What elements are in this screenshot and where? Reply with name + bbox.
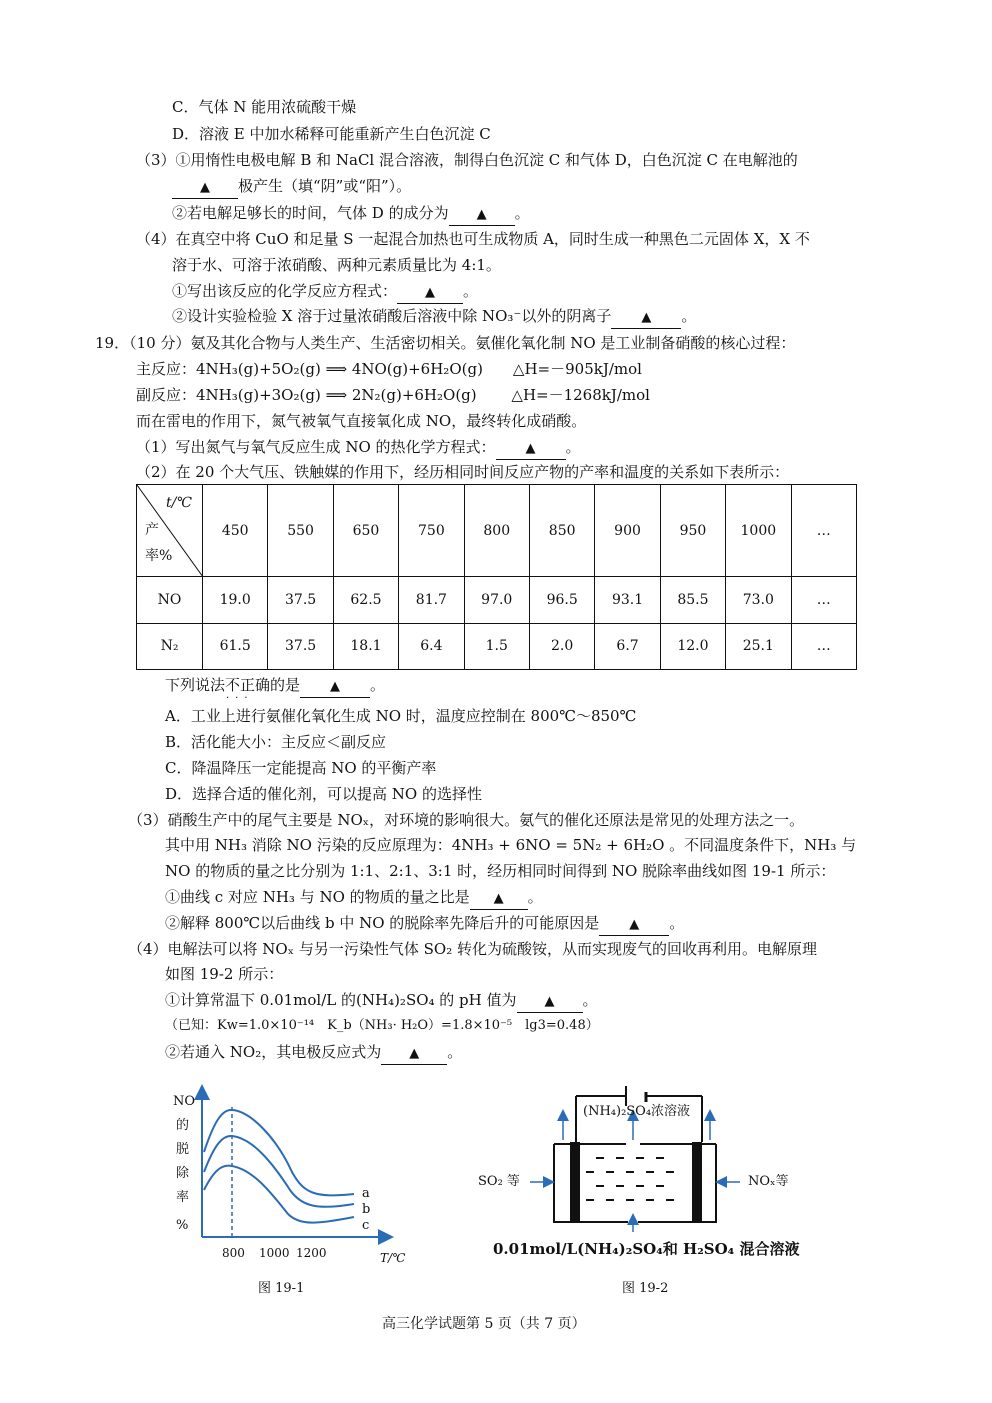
corner-temp-label: t/℃ (165, 495, 192, 511)
q19-main-reaction: 主反应：4NH₃(g)+5O₂(g) ⟹ 4NO(g)+6H₂O(g) △H=－905kJ/mol (136, 360, 642, 378)
curve-label-c: c (362, 1218, 370, 1233)
corner-yield-label-1: 产 (145, 522, 159, 538)
fig1-ylabel-5: 率 (176, 1190, 190, 1205)
yield-temperature-table (136, 484, 857, 670)
table-cell: 2.0 (529, 623, 594, 670)
answer-blank: ▲ (470, 889, 528, 910)
electrode-right (692, 1142, 702, 1222)
q19-part1: （1）写出氮气与氧气反应生成 NO 的热化学方程式： ▲ 。 (136, 437, 581, 460)
q18-part4-line1: （4）在真空中将 CuO 和足量 S 一起混合加热也可生成物质 A，同时生成一种黑色二元固体 X，X 不 (136, 230, 810, 248)
q19-part3-line1: （3）硝酸生产中的尾气主要是 NOₓ，对环境的影响很大。氨气的催化还原法是常见的处理方法之一。 (128, 811, 805, 829)
table-cell: 18.1 (333, 623, 398, 670)
q19-part4-line1: （4）电解法可以将 NOₓ 与另一污染性气体 SO₂ 转化为硫酸铵，从而实现废气的回收再利用。电解原理 (128, 940, 817, 958)
q18-part3-line2: ▲ 极产生（填“阴”或“阳”）。 (172, 176, 411, 199)
q19-part3-q2: ②解释 800℃以后曲线 b 中 NO 的脱除率先降后升的可能原因是 ▲ 。 (165, 913, 684, 936)
answer-blank: ▲ (496, 439, 566, 460)
table-cell: 1.5 (464, 623, 529, 670)
fig2-top-label: (NH₄)₂SO₄浓溶液 (583, 1104, 691, 1119)
answer-blank: ▲ (397, 283, 463, 304)
corner-yield-label-2: 率% (145, 548, 173, 564)
fig2-nox-label: NOₓ等 (748, 1174, 789, 1189)
fig2-so2-label: SO₂ 等 (478, 1174, 520, 1189)
table-header-cell: 950 (660, 485, 725, 577)
answer-blank: ▲ (300, 677, 370, 698)
q19-part4-q1: ①计算常温下 0.01mol/L 的(NH₄)₂SO₄ 的 pH 值为 ▲ 。 (165, 990, 598, 1013)
q19-part4-q2: ②若通入 NO₂，其电极反应式为 ▲ 。 (165, 1042, 462, 1065)
curve-label-b: b (362, 1202, 371, 1217)
fig1-ylabel-4: 除 (176, 1166, 190, 1181)
answer-blank: ▲ (449, 205, 515, 226)
q18-part4-q2: ②设计实验检验 X 溶于过量浓硝酸后溶液中除 NO₃⁻以外的阴离子 ▲ 。 (172, 306, 696, 329)
q19-part2-question: 下列说法不正确的是 ▲ 。 (165, 675, 385, 698)
table-cell: 73.0 (726, 577, 791, 624)
table-cell: 25.1 (726, 623, 791, 670)
table-row (137, 623, 857, 670)
table-cell: 97.0 (464, 577, 529, 624)
answer-blank: ▲ (517, 992, 583, 1013)
table-corner-cell (137, 485, 203, 577)
row-label: N₂ (137, 623, 203, 670)
figure-19-2-caption: 图 19-2 (622, 1281, 669, 1296)
table-cell: 37.5 (268, 623, 333, 670)
q19-intro: 19．（10 分）氨及其化合物与人类生产、生活密切相关。氨催化氧化制 NO 是工业制备硝酸的核心过程： (95, 334, 796, 352)
row-label: NO (137, 577, 203, 624)
table-cell: 6.4 (399, 623, 464, 670)
q18-option-c: C．气体 N 能用浓硫酸干燥 (172, 98, 357, 116)
figure-19-1-caption: 图 19-1 (258, 1281, 305, 1296)
x-tick-1000: 1000 (259, 1246, 290, 1260)
emphasis-dots: ··· (226, 693, 254, 704)
q19-part3-q1: ①曲线 c 对应 NH₃ 与 NO 的物质的量之比是 ▲ 。 (165, 887, 543, 910)
fig1-ylabel-3: 脱 (176, 1142, 190, 1157)
q18-part4-q1: ①写出该反应的化学反应方程式： ▲ 。 (172, 281, 478, 304)
table-row (137, 577, 857, 624)
q19-lightning-text: 而在雷电的作用下，氮气被氧气直接氧化成 NO，最终转化成硝酸。 (136, 412, 587, 430)
q19-option-d: D．选择合适的催化剂，可以提高 NO 的选择性 (165, 785, 482, 803)
q19-part3-line3: NO 的物质的量之比分别为 1:1、2:1、3:1 时，经历相同时间得到 NO 脱除率曲线如图 19-1 所示： (165, 862, 836, 880)
table-cell: 6.7 (595, 623, 660, 670)
curve-label-a: a (362, 1186, 370, 1201)
fig1-ylabel-1: NO (173, 1094, 196, 1109)
page-footer: 高三化学试题第 5 页（共 7 页） (382, 1316, 586, 1332)
table-cell: 61.5 (203, 623, 268, 670)
table-header-row (137, 485, 857, 577)
answer-blank: ▲ (172, 178, 238, 199)
electrolyte-dashes (586, 1158, 674, 1200)
table-header-cell: … (791, 485, 856, 577)
x-tick-1200: 1200 (296, 1246, 327, 1260)
table-cell: 81.7 (399, 577, 464, 624)
q18-part3-line1: （3）①用惰性电极电解 B 和 NaCl 混合溶液，制得白色沉淀 C 和气体 D，白色沉淀 C 在电解池的 (136, 151, 798, 169)
table-cell: 85.5 (660, 577, 725, 624)
q19-option-c: C．降温降压一定能提高 NO 的平衡产率 (165, 759, 437, 777)
table-header-cell: 550 (268, 485, 333, 577)
figure-19-1 (168, 1082, 418, 1272)
answer-blank: ▲ (599, 915, 669, 936)
q18-part4-line2: 溶于水、可溶于浓硝酸、两种元素质量比为 4:1。 (172, 256, 501, 274)
q18-part3-q2: ②若电解足够长的时间，气体 D 的成分为 ▲ 。 (172, 203, 530, 226)
table-header-cell: 650 (333, 485, 398, 577)
q19-option-b: B．活化能大小：主反应＜副反应 (165, 733, 387, 751)
table-cell: … (791, 623, 856, 670)
q18-option-d: D．溶液 E 中加水稀释可能重新产生白色沉淀 C (172, 125, 491, 143)
fig2-bottom-label: 0.01mol/L(NH₄)₂SO₄和 H₂SO₄ 混合溶液 (493, 1240, 800, 1258)
table-header-cell: 750 (399, 485, 464, 577)
table-header-cell: 900 (595, 485, 660, 577)
q19-given-constants: （已知：Kw=1.0×10⁻¹⁴ K_b（NH₃· H₂O）=1.8×10⁻⁵ lg3=0.48） (165, 1018, 599, 1033)
figure-19-2 (470, 1072, 810, 1232)
table-header-cell: 450 (203, 485, 268, 577)
q19-side-reaction: 副反应：4NH₃(g)+3O₂(g) ⟹ 2N₂(g)+6H₂O(g) △H=－1268kJ/mol (136, 386, 650, 404)
table-header-cell: 800 (464, 485, 529, 577)
table-cell: 96.5 (529, 577, 594, 624)
table-cell: 93.1 (595, 577, 660, 624)
q19-part4-line2: 如图 19-2 所示： (165, 965, 284, 983)
cell-wall-left (554, 1144, 628, 1222)
answer-blank: ▲ (611, 308, 681, 329)
q19-option-a: A．工业上进行氨催化氧化生成 NO 时，温度应控制在 800℃～850℃ (165, 707, 637, 725)
table-cell: 12.0 (660, 623, 725, 670)
fig1-ylabel-2: 的 (176, 1118, 190, 1133)
x-axis-label: T/℃ (380, 1251, 406, 1265)
cell-wall-right (638, 1144, 716, 1222)
table-cell: 62.5 (333, 577, 398, 624)
q19-part2-intro: （2）在 20 个大气压、铁触媒的作用下，经历相同时间反应产物的产率和温度的关系如下表所示： (136, 463, 790, 481)
table-header-cell: 850 (529, 485, 594, 577)
answer-blank: ▲ (381, 1044, 447, 1065)
q19-part3-line2: 其中用 NH₃ 消除 NO 污染的反应原理为：4NH₃ + 6NO = 5N₂ + 6H₂O 。不同温度条件下，NH₃ 与 (165, 836, 857, 854)
fig1-ylabel-6: % (176, 1218, 189, 1233)
table-header-cell: 1000 (726, 485, 791, 577)
table-cell: 37.5 (268, 577, 333, 624)
electrode-left (570, 1142, 580, 1222)
curve-a (204, 1110, 354, 1195)
table-cell: 19.0 (203, 577, 268, 624)
x-tick-800: 800 (222, 1246, 245, 1260)
table-cell: … (791, 577, 856, 624)
